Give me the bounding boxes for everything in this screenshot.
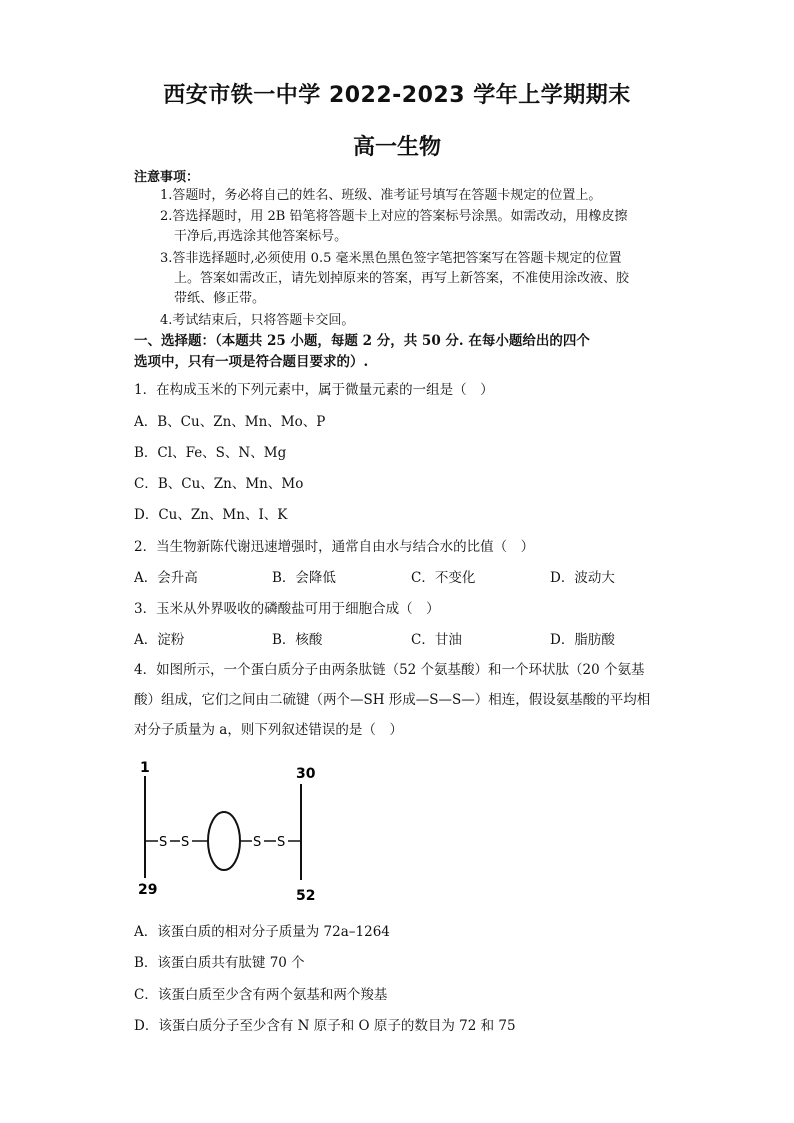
answer-option: C．甘油 bbox=[411, 632, 462, 648]
answer-option: D．波动大 bbox=[550, 570, 615, 586]
answer-option: B．Cl、Fe、S、N、Mg bbox=[134, 445, 287, 461]
section-heading-line: 选项中，只有一项是符合题目要求的）. bbox=[134, 354, 369, 370]
cyclic-peptide bbox=[208, 812, 240, 870]
label-chain2-start: 30 bbox=[296, 766, 316, 782]
label-chain2-end: 52 bbox=[296, 888, 316, 904]
answer-option: D．该蛋白质分子至少含有 N 原子和 O 原子的数目为 72 和 75 bbox=[134, 1018, 516, 1034]
sulfur-atom: S bbox=[181, 835, 190, 850]
answer-option: A．淀粉 bbox=[134, 632, 185, 648]
notice-item-text: 1.答题时，务必将自己的姓名、班级、准考证号填写在答题卡规定的位置上。 bbox=[160, 188, 602, 203]
notice-item-text: 4.考试结束后，只将答题卡交回。 bbox=[160, 313, 355, 328]
notice-item-continuation: 干净后,再选涂其他答案标号。 bbox=[174, 229, 348, 244]
sulfur-atom: S bbox=[277, 835, 286, 850]
section-heading-line: 一、选择题：（本题共 25 小题，每题 2 分，共 50 分. 在每小题给出的四个 bbox=[134, 333, 590, 349]
section-heading bbox=[134, 331, 664, 373]
notice-item-continuation: 上。答案如需改正，请先划掉原来的答案，再写上新答案，不准使用涂改液、胶 bbox=[174, 271, 630, 286]
answer-option: C．不变化 bbox=[411, 570, 476, 586]
answer-option: D．Cu、Zn、Mn、I、K bbox=[134, 507, 288, 523]
answer-option: D．脂肪酸 bbox=[550, 632, 615, 648]
label-chain1-start: 1 bbox=[140, 760, 150, 776]
notice-item-text: 2.答选择题时，用 2B 铅笔将答题卡上对应的答案标号涂黑。如需改动，用橡皮擦 bbox=[160, 209, 628, 224]
question-stem: 3．玉米从外界吸收的磷酸盐可用于细胞合成（ ） bbox=[134, 601, 440, 617]
notice-heading: 注意事项： bbox=[134, 170, 200, 185]
notice-item bbox=[160, 186, 670, 206]
question-stem bbox=[134, 655, 662, 745]
answer-option: B．核酸 bbox=[272, 632, 323, 648]
sulfur-atom: S bbox=[253, 835, 262, 850]
answer-option: C．B、Cu、Zn、Mn、Mo bbox=[134, 476, 304, 492]
question-stem-line: 4．如图所示，一个蛋白质分子由两条肽链（52 个氨基酸）和一个环状肽（20 个氨基 bbox=[134, 662, 645, 678]
answer-option: A．会升高 bbox=[134, 570, 198, 586]
exam-title: 西安市铁一中学 2022-2023 学年上学期期末 bbox=[163, 83, 631, 108]
notice-item-text: 3.答非选择题时,必须使用 0.5 毫米黑色黑色签字笔把答案写在答题卡规定的位置 bbox=[160, 251, 622, 266]
answer-option: B．该蛋白质共有肽键 70 个 bbox=[134, 955, 305, 971]
sulfur-atom: S bbox=[159, 835, 168, 850]
question-stem-line: 对分子质量为 a，则下列叙述错误的是（ ） bbox=[134, 722, 403, 738]
notice-item bbox=[160, 311, 670, 331]
answer-option: A．该蛋白质的相对分子质量为 72a–1264 bbox=[134, 924, 390, 940]
notice-item bbox=[160, 207, 670, 247]
notice-item bbox=[160, 249, 670, 309]
peptide-diagram bbox=[130, 758, 330, 908]
question-stem-line: 酸）组成，它们之间由二硫键（两个—SH 形成—S—S—）相连，假设氨基酸的平均相 bbox=[134, 692, 651, 708]
question-stem: 2．当生物新陈代谢迅速增强时，通常自由水与结合水的比值（ ） bbox=[134, 539, 535, 555]
answer-option: C．该蛋白质至少含有两个氨基和两个羧基 bbox=[134, 987, 388, 1003]
answer-option: A．B、Cu、Zn、Mn、Mo、P bbox=[134, 414, 326, 430]
label-chain1-end: 29 bbox=[138, 882, 158, 898]
question-stem: 1．在构成玉米的下列元素中，属于微量元素的一组是（ ） bbox=[134, 382, 494, 398]
answer-option: B．会降低 bbox=[272, 570, 336, 586]
notice-item-continuation: 带纸、修正带。 bbox=[174, 291, 266, 306]
exam-subject: 高一生物 bbox=[352, 135, 441, 160]
